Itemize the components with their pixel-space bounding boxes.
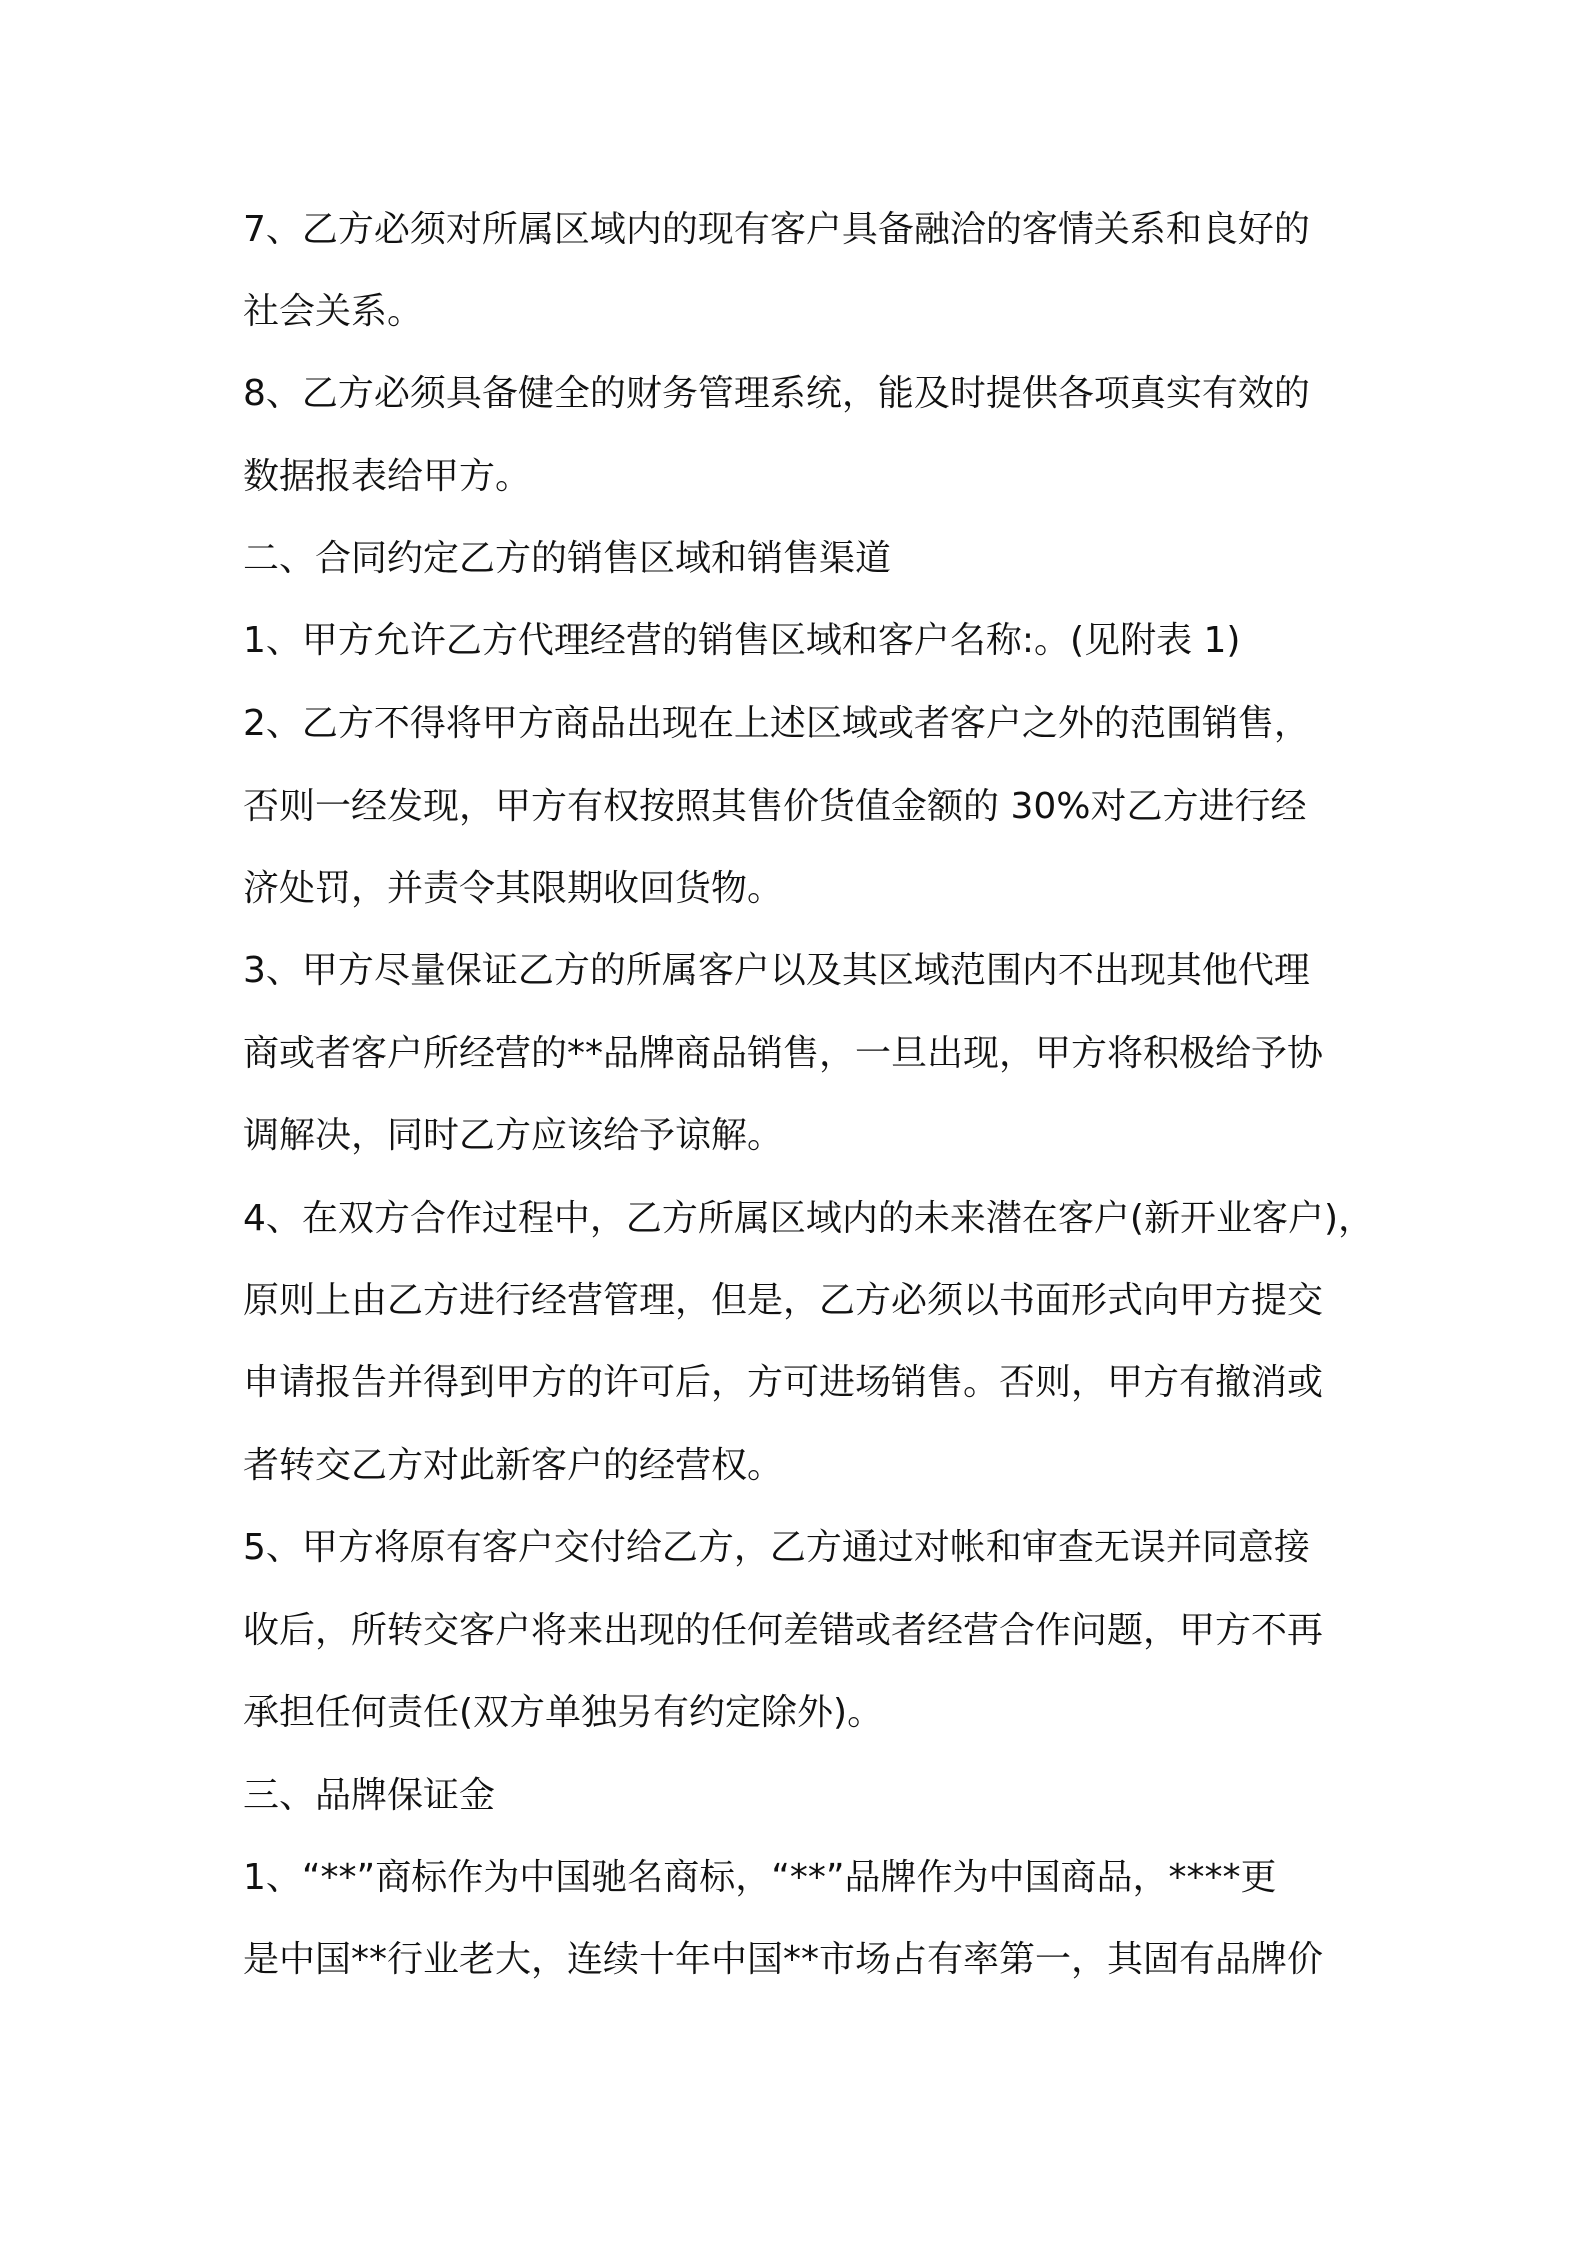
- text-line: 商或者客户所经营的**品牌商品销售，一旦出现，甲方将积极给予协: [243, 1033, 1324, 1074]
- text-line: 8、乙方必须具备健全的财务管理系统，能及时提供各项真实有效的: [243, 373, 1310, 414]
- text-line: 数据报表给甲方。: [243, 456, 532, 497]
- text-line: 1、“**”商标作为中国驰名商标，“**”品牌作为中国商品，****更: [243, 1857, 1277, 1898]
- text-line: 原则上由乙方进行经营管理，但是，乙方必须以书面形式向甲方提交: [243, 1280, 1324, 1321]
- text-line: 是中国**行业老大，连续十年中国**市场占有率第一，其固有品牌价: [243, 1939, 1324, 1980]
- section-heading: 三、品牌保证金: [243, 1775, 496, 1816]
- text-line: 申请报告并得到甲方的许可后，方可进场销售。否则，甲方有撤消或: [243, 1362, 1324, 1403]
- text-line: 3、甲方尽量保证乙方的所属客户以及其区域范围内不出现其他代理: [243, 950, 1310, 991]
- section-heading: 二、合同约定乙方的销售区域和销售渠道: [243, 538, 892, 579]
- text-line: 否则一经发现，甲方有权按照其售价货值金额的 30%对乙方进行经: [243, 786, 1307, 827]
- text-line: 7、乙方必须对所属区域内的现有客户具备融洽的客情关系和良好的: [243, 209, 1310, 250]
- text-line: 者转交乙方对此新客户的经营权。: [243, 1445, 784, 1486]
- text-line: 调解决，同时乙方应该给予谅解。: [243, 1115, 784, 1156]
- text-line: 5、甲方将原有客户交付给乙方，乙方通过对帐和审查无误并同意接: [243, 1527, 1310, 1568]
- text-line: 承担任何责任(双方单独另有约定除外)。: [243, 1692, 884, 1733]
- text-line: 4、在双方合作过程中，乙方所属区域内的未来潜在客户(新开业客户)，: [243, 1198, 1374, 1239]
- text-line: 2、乙方不得将甲方商品出现在上述区域或者客户之外的范围销售，: [243, 703, 1310, 744]
- text-line: 收后，所转交客户将来出现的任何差错或者经营合作问题，甲方不再: [243, 1610, 1324, 1651]
- text-line: 1、甲方允许乙方代理经营的销售区域和客户名称:。(见附表 1): [243, 620, 1241, 661]
- text-line: 社会关系。: [243, 291, 424, 332]
- text-line: 济处罚，并责令其限期收回货物。: [243, 868, 784, 909]
